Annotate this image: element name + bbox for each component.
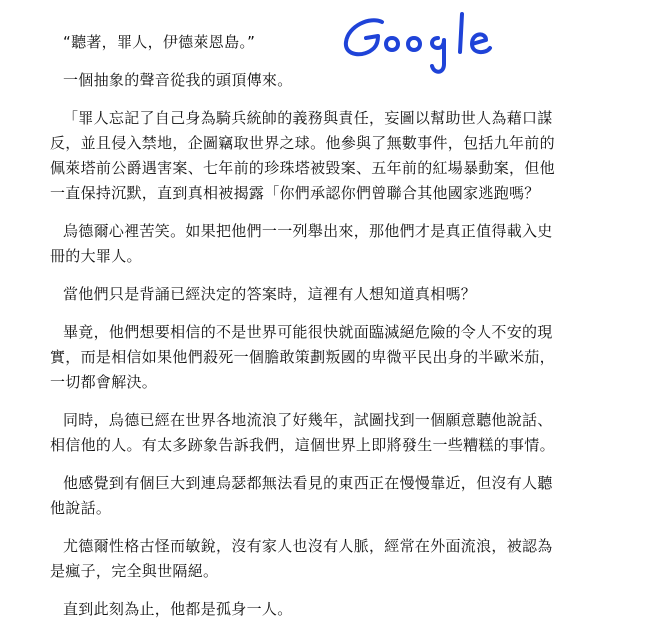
paragraph-9: 尤德爾性格古怪而敏銳，沒有家人也沒有人脈，經常在外面流浪，被認為是瘋子，完全與世隔絕。 [50,537,553,580]
paragraph-4: 烏德爾心裡苦笑。如果把他們一一列舉出來，那他們才是真正值得載入史冊的大罪人。 [50,222,553,265]
paragraph-8: 他感覺到有個巨大到連烏瑟都無法看見的東西正在慢慢靠近，但沒有人聽他說話。 [50,474,553,517]
paragraph-5: 當他們只是背誦已經決定的答案時，這裡有人想知道真相嗎？ [63,285,477,303]
paragraph-7: 同時，烏德已經在世界各地流浪了好幾年，試圖找到一個願意聽他說話、相信他的人。有太多跡象告訴我們，這個世界上即將發生一些糟糕的事情。 [50,411,555,454]
paragraph-6: 畢竟，他們想要相信的不是世界可能很快就面臨滅絕危險的令人不安的現實，而是相信如果他們殺死一個膽敢策劃叛國的卑微平民出身的半歐米茄，一切都會解決。 [50,323,555,391]
article-body [50,30,560,635]
paragraph-10: 直到此刻為止，他都是孤身一人。 [63,600,293,618]
paragraph-2: 一個抽象的聲音從我的頭頂傳來。 [63,71,293,89]
paragraph-1: “聽著，罪人，伊德萊恩島。” [63,33,256,51]
paragraph-3: 「罪人忘記了自己身為騎兵統帥的義務與責任，妄圖以幫助世人為藉口謀反，並且侵入禁地，企圖竊取世界之球。他參與了無數事件，包括九年前的佩萊塔前公爵遇害案、七年前的珍珠塔被毀案、五年前的紅場暴動案，但他一直保持沉默，直到真相被揭露「你們承認你們曾聯合其他國家逃跑嗎？ [50,109,555,202]
